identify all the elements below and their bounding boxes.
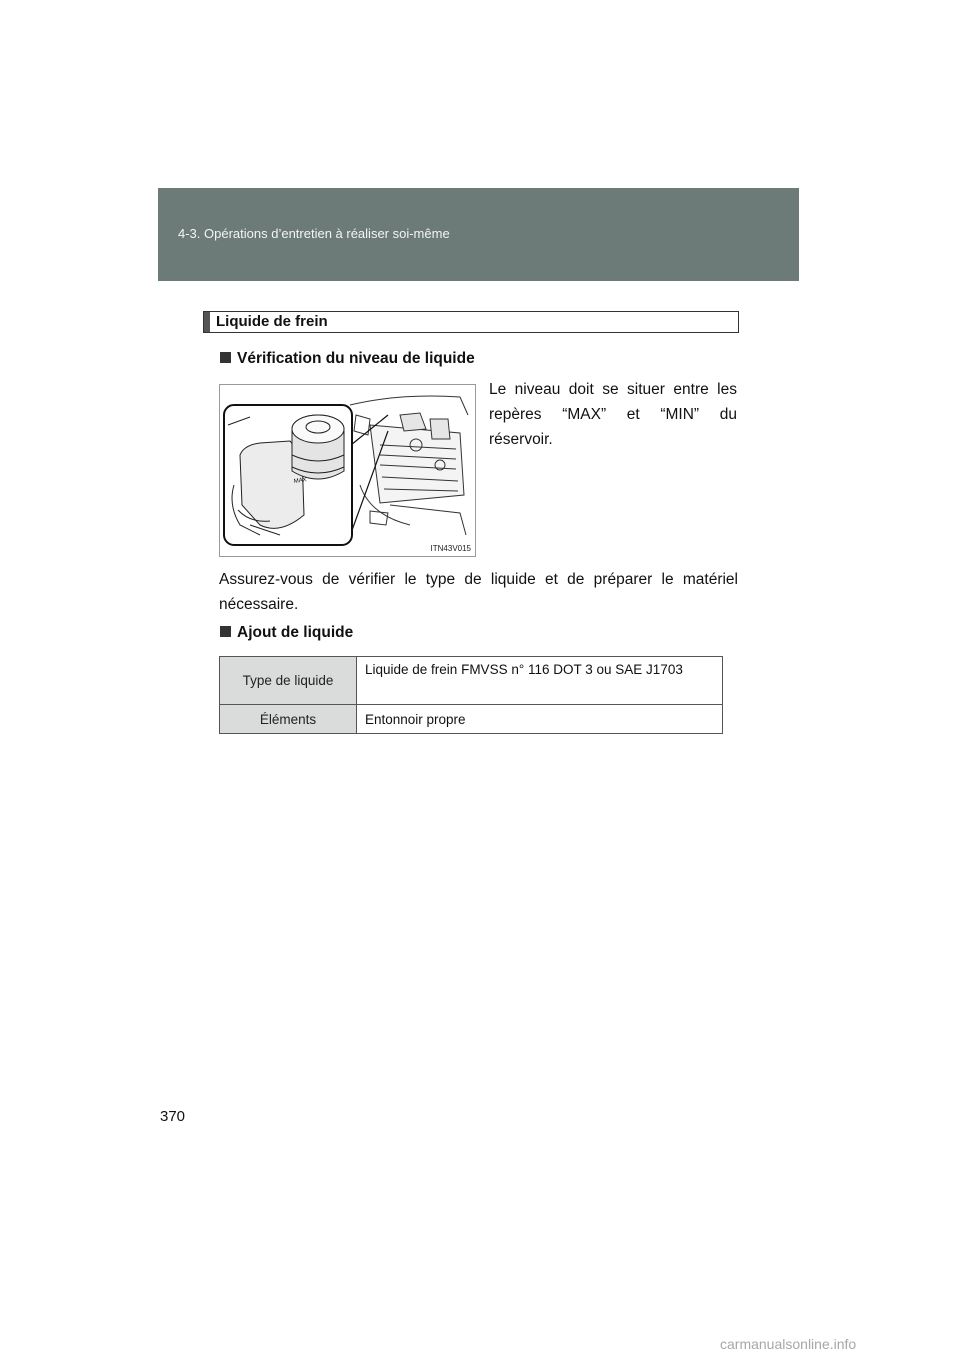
subheading-adding-fluid <box>220 624 353 642</box>
section-title: Liquide de frein <box>216 313 328 330</box>
figure-code-caption: ITN43V015 <box>430 544 471 553</box>
preparation-paragraph: Assurez-vous de vérifier le type de liquide et de préparer le matériel nécessaire. <box>219 571 738 613</box>
table-label-cell: Éléments <box>220 705 357 734</box>
table-row <box>220 705 723 734</box>
bullet-square-icon <box>220 352 231 363</box>
engine-bay-drawing <box>220 385 475 556</box>
table-label-cell: Type de liquide <box>220 657 357 705</box>
table-value-cell: Liquide de frein FMVSS n° 116 DOT 3 ou SAE J1703 <box>357 657 723 705</box>
fluid-spec-table <box>219 656 723 734</box>
section-heading-brake-fluid <box>203 311 739 333</box>
heading-accent-bar <box>204 312 210 332</box>
watermark-text: carmanualsonline.info <box>720 1336 857 1352</box>
bullet-square-icon <box>220 626 231 637</box>
chapter-header-band <box>158 188 799 281</box>
subheading-level-check-text: Vérification du niveau de liquide <box>237 350 475 367</box>
subheading-adding-fluid-text: Ajout de liquide <box>237 624 354 641</box>
level-instruction-text: Le niveau doit se situer entre les repères “MAX” et “MIN” du réservoir. <box>489 381 737 448</box>
chapter-section-label: 4-3. Opérations d’entretien à réaliser soi-même <box>178 226 450 241</box>
page-number: 370 <box>160 1108 186 1125</box>
table-value-cell: Entonnoir propre <box>357 705 723 734</box>
max-mark-label: MAX <box>293 477 308 485</box>
table-row <box>220 657 723 705</box>
subheading-level-check <box>220 350 475 368</box>
brake-reservoir-illustration <box>219 384 476 557</box>
